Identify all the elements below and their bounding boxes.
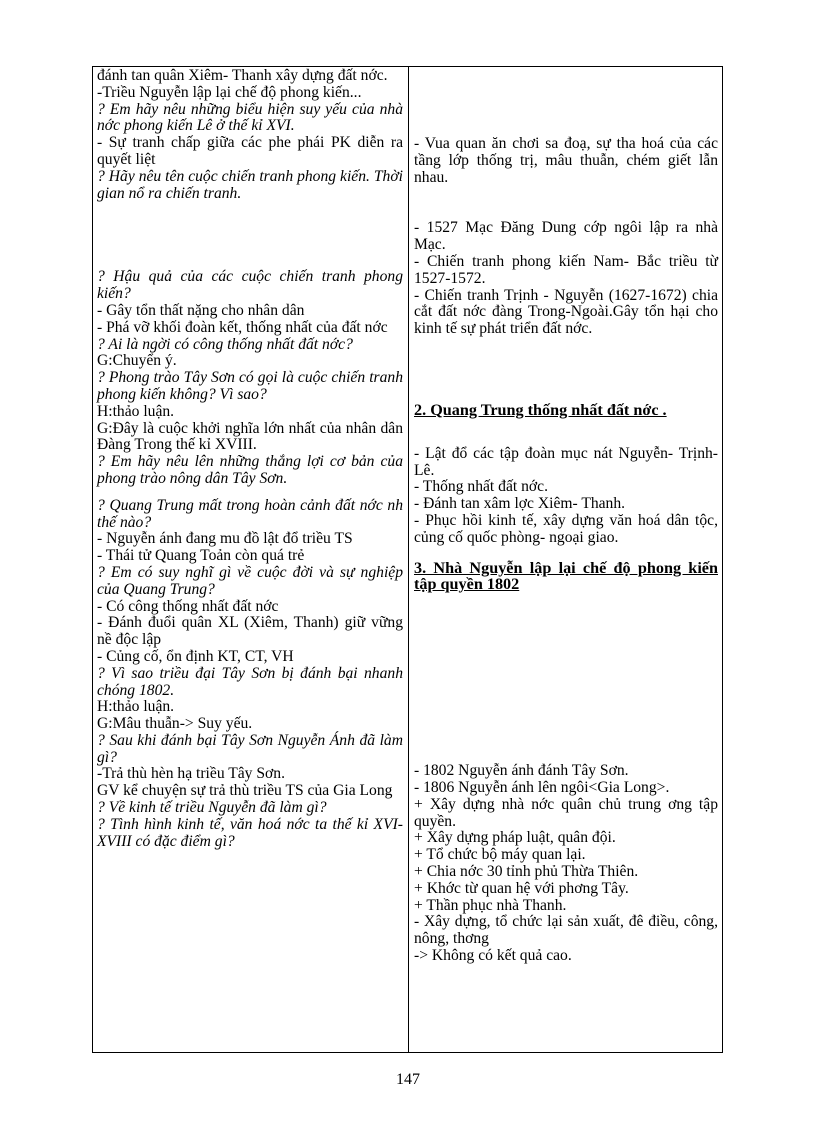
right-line-4: - Chiến tranh Trịnh - Nguyễn (1627-1672) chia cắt đất nớc đàng Trong-Ngoài.Gây tổn hại cho kinh tế sự phát triển đất nớc.	[414, 286, 718, 338]
right-line-12: - 1806 Nguyễn ánh lên ngôi<Gia Long>.	[414, 778, 670, 796]
teacher-student-column	[97, 68, 403, 850]
right-line-17: + Khớc từ quan hệ với phơng Tây.	[414, 879, 629, 897]
right-line-15: + Tổ chức bộ máy quan lại.	[414, 846, 586, 864]
left-question-9: ? Vì sao triều đại Tây Sơn bị đánh bại nhanh chóng 1802.	[97, 664, 403, 699]
left-line-10: G:Chuyển ý.	[97, 352, 177, 370]
left-line-7: - Gây tổn thất nặng cho nhân dân	[97, 301, 305, 319]
right-line-1: - Vua quan ăn chơi sa đoạ, sự tha hoá của các tầng lớp thống trị, mâu thuẫn, chém giết lẫn nhau.	[414, 135, 718, 186]
right-line-11: - 1802 Nguyễn ánh đánh Tây Sơn.	[414, 762, 629, 780]
right-line-6: - Lật đổ các tập đoàn mục nát Nguyễn- Trịnh- Lê.	[414, 444, 718, 479]
left-line-1: đánh tan quân Xiêm- Thanh xây dựng đất nớc.	[97, 67, 388, 84]
left-question-8: ? Em có suy nghĩ gì về cuộc đời và sự nghiệp của Quang Trung?	[97, 563, 403, 598]
right-line-8: - Đánh tan xâm lợc Xiêm- Thanh.	[414, 495, 626, 513]
right-line-2: - 1527 Mạc Đăng Dung cớp ngôi lập ra nhà Mạc.	[414, 219, 718, 254]
left-line-8: - Phá vỡ khối đoàn kết, thống nhất của đất nớc	[97, 318, 388, 336]
left-question-7: ? Quang Trung mất trong hoàn cảnh đất nớc nh thế nào?	[97, 496, 403, 531]
right-line-16: + Chia nớc 30 tỉnh phủ Thừa Thiên.	[414, 862, 639, 880]
right-line-14: + Xây dựng pháp luật, quân đội.	[414, 829, 616, 847]
left-line-23: H:thảo luận.	[97, 698, 175, 716]
left-line-26: -Trả thù hèn hạ triều Tây Sơn.	[97, 765, 285, 783]
left-question-11: ? Về kinh tế triều Nguyễn đã làm gì?	[97, 799, 327, 817]
column-divider	[408, 66, 409, 1053]
right-line-13: + Xây dựng nhà nớc quân chủ trung ơng tập quyền.	[414, 795, 718, 830]
right-line-3: - Chiến tranh phong kiến Nam- Bắc triều từ 1527-1572.	[414, 252, 718, 287]
left-question-4: ? Ai là ngời có công thống nhất đất nớc?	[97, 335, 353, 353]
page-number: 147	[396, 1071, 420, 1088]
section-heading-3: 3. Nhà Nguyễn lập lại chế độ phong kiến tập quyền 1802	[414, 558, 718, 594]
left-line-17: - Thái tử Quang Toản còn quá trẻ	[97, 547, 305, 565]
spacer	[414, 338, 718, 402]
spacer	[414, 186, 718, 220]
spacer	[97, 202, 403, 269]
left-line-21: - Củng cố, ổn định KT, CT, VH	[97, 647, 294, 665]
left-line-4: - Sự tranh chấp giữa các phe phái PK diễn ra quyết liệt	[97, 134, 403, 168]
left-line-2: -Triều Nguyễn lập lại chế độ phong kiến...	[97, 83, 362, 101]
left-line-19: - Có công thống nhất đất nớc	[97, 597, 279, 615]
left-question-12: ? Tình hình kinh tế, văn hoá nớc ta thế kỉ XVI- XVIII có đặc điểm gì?	[97, 815, 403, 850]
left-line-16: - Nguyễn ánh đang mu đồ lật đổ triều TS	[97, 530, 353, 548]
left-line-24: G:Mâu thuẫn-> Suy yếu.	[97, 715, 253, 733]
left-question-1: ? Em hãy nêu những biểu hiện suy yếu của nhà nớc phong kiến Lê ở thế kỉ XVI.	[97, 100, 403, 135]
right-line-9: - Phục hồi kinh tế, xây dựng văn hoá dân tộc, củng cố quốc phòng- ngoại giao.	[414, 511, 718, 546]
content-column	[414, 68, 718, 965]
left-line-13: G:Đây là cuộc khởi nghĩa lớn nhất của nhân dân Đàng Trong thế kỉ XVIII.	[97, 419, 403, 454]
spacer	[414, 419, 718, 446]
left-question-10: ? Sau khi đánh bại Tây Sơn Nguyễn Ánh đã làm gì?	[97, 731, 403, 766]
section-heading-2: 2. Quang Trung thống nhất đất nớc .	[414, 400, 667, 419]
right-line-20: -> Không có kết quả cao.	[414, 946, 572, 964]
left-line-20: - Đánh đuổi quân XL (Xiêm, Thanh) giữ vững nề độc lập	[97, 614, 403, 649]
left-question-5: ? Phong trào Tây Sơn có gọi là cuộc chiến tranh phong kiến không? Vì sao?	[97, 369, 403, 403]
right-line-7: - Thống nhất đất nớc.	[414, 478, 548, 496]
left-line-27: GV kể chuyện sự trả thù triều TS của Gia Long	[97, 782, 393, 800]
right-line-18: + Thần phục nhà Thanh.	[414, 896, 567, 914]
left-line-12: H:thảo luận.	[97, 402, 175, 420]
right-line-19: - Xây dựng, tổ chức lại sản xuất, đê điều, công, nông, thơng	[414, 913, 718, 948]
left-question-3: ? Hậu quả của các cuộc chiến tranh phong kiến?	[97, 268, 403, 303]
spacer	[414, 68, 718, 136]
left-question-2: ? Hãy nêu tên cuộc chiến tranh phong kiến. Thời gian nổ ra chiến tranh.	[97, 167, 403, 202]
spacer	[414, 547, 718, 560]
spacer	[414, 593, 718, 763]
left-question-6: ? Em hãy nêu lên những thắng lợi cơ bản của phong trào nông dân Tây Sơn.	[97, 453, 403, 487]
